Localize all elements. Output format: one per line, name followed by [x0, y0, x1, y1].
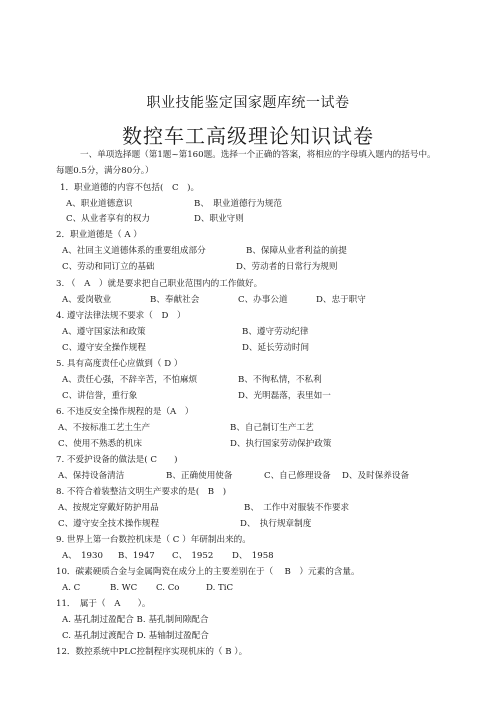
- question-5-option-c: C、讲信誉，重行象: [62, 391, 138, 401]
- question-8-stem: 8. 不符合着装整洁文明生产要求的是( B ): [56, 487, 227, 497]
- question-6-option-b: B、自己制订生产工艺: [230, 423, 314, 433]
- question-5-option-d: D、光明磊落，表里如一: [238, 391, 331, 401]
- question-7-stem: 7. 不爱护设备的做法是( C ): [56, 455, 178, 465]
- question-2-stem: 2．职业道德是（ A ）: [56, 230, 142, 240]
- question-2-option-d: D、劳动者的日常行为规则: [236, 262, 338, 272]
- question-11-options-row-2: C. 基孔制过渡配合 D. 基轴制过盈配合: [62, 631, 209, 641]
- question-6-stem: 6. 不违反安全操作规程的是（A ）: [56, 407, 194, 417]
- question-7-option-b: B、正确使用使备: [166, 471, 233, 481]
- question-2-option-a: A、社回主义道德体系的重要组成部分: [62, 246, 206, 256]
- question-7-option-c: C、自己修理设备: [264, 471, 331, 481]
- question-1-option-b: B、 职业道德行为规范: [194, 199, 282, 209]
- question-7-option-d: D、及时保养设备: [342, 471, 410, 481]
- question-11-stem: 11． 属于（ A ）。: [56, 599, 151, 609]
- question-3-option-c: C、办事公道: [238, 295, 288, 305]
- question-1-option-a: A、职业道德意识: [66, 199, 133, 209]
- question-10-option-d: D. TiC: [206, 583, 234, 593]
- question-9-option-d: D、 1958: [232, 551, 274, 561]
- question-9-option-b: B、1947: [118, 551, 155, 561]
- question-6-option-a: A、不按标准工艺土生产: [58, 423, 151, 433]
- question-9-stem: 9. 世界上第一台数控机床是（ C ）年研制出来的。: [56, 535, 251, 545]
- question-4-option-b: B、遵守劳动纪律: [242, 327, 309, 337]
- question-3-option-a: A、爱岗敬业: [62, 295, 112, 305]
- question-4-option-a: A、遵守国家法和政策: [62, 327, 146, 337]
- question-7-option-a: A、保持设备清洁: [58, 471, 125, 481]
- question-10-option-a: A. C: [62, 583, 81, 593]
- question-2-option-b: B、保障从业者利益的前提: [246, 246, 347, 256]
- question-4-stem: 4. 遵守法律法规不要求（ D ）: [56, 311, 186, 321]
- question-5-stem: 5. 具有高度责任心应做到（ D ）: [56, 359, 183, 369]
- question-8-option-b: B、 工作中对服装不作要求: [244, 503, 350, 513]
- exam-subject-title: 数控车工高级理论知识试卷: [122, 124, 374, 148]
- question-2-option-c: C、劳动和同订立的基础: [62, 262, 155, 272]
- question-9-option-a: A、 1930: [62, 551, 103, 561]
- question-10-option-b: B. WC: [110, 583, 138, 593]
- question-6-option-d: D、执行国家劳动保护政策: [230, 439, 332, 449]
- question-6-option-c: C、使用不熟悉的机床: [58, 439, 142, 449]
- question-5-option-b: B、不徇私情，不私利: [238, 375, 322, 385]
- question-1-option-d: D、职业守则: [194, 214, 244, 224]
- question-3-option-b: B、奉献社会: [150, 295, 200, 305]
- question-9-option-c: C、 1952: [172, 551, 214, 561]
- question-8-option-a: A、按规定穿戴好防护用品: [58, 503, 159, 513]
- question-8-option-c: C、遵守安全技术操作规程: [58, 519, 160, 529]
- question-1-stem: 1．职业道德的内容不包括( C )。: [60, 183, 200, 193]
- question-8-option-d: D、 执行规章制度: [240, 519, 312, 529]
- question-10-option-c: C. Co: [156, 583, 180, 593]
- question-11-options-row-1: A. 基孔制过盈配合 B. 基孔制间隙配合: [62, 615, 209, 625]
- question-3-stem: 3. （ A ）就是要求把自己职业范围内的工作做好。: [56, 279, 263, 289]
- question-1-option-c: C、从业者享有的权力: [66, 214, 150, 224]
- instructions-line-2: 每题0.5分，满分80分。）: [56, 166, 154, 176]
- question-3-option-d: D、忠于职守: [316, 295, 366, 305]
- exam-header-title: 职业技能鉴定国家题库统一试卷: [146, 95, 350, 111]
- instructions-line-1: 一、单项选择题（第1题~第160题。选择一个正确的答案，将相应的字母填入题内的括号中。: [80, 150, 436, 160]
- question-10-stem: 10．碳素硬质合金与金属陶瓷在成分上的主要差别在于（ B ）元素的含量。: [56, 567, 360, 577]
- question-4-option-c: C、遵守安全操作规程: [62, 343, 146, 353]
- question-4-option-d: D、延长劳动时间: [242, 343, 310, 353]
- question-12-stem: 12．数控系统中PLC控制程序实现机床的（ B ）。: [56, 647, 248, 657]
- question-5-option-a: A、责任心强，不辞辛苦，不怕麻烦: [62, 375, 198, 385]
